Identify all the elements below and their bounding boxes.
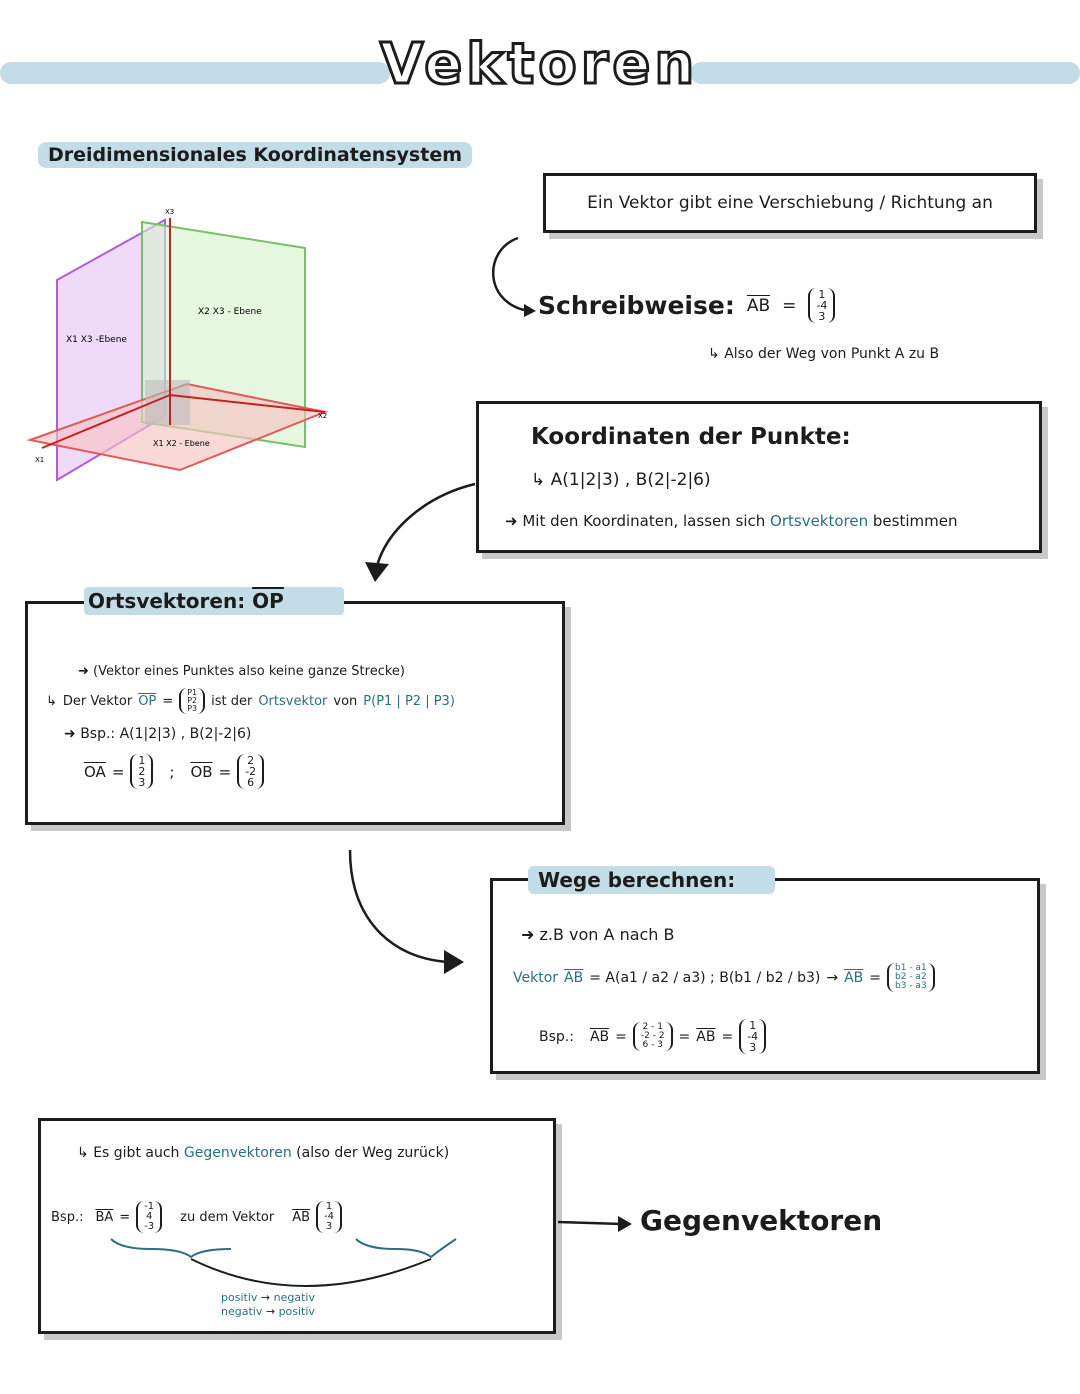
op-components: P1 P2 P3 (179, 688, 205, 714)
wege-example-result: 1 -4 3 (739, 1019, 766, 1054)
coordinate-diagram (20, 200, 340, 500)
plane-x2x3-label: X2 X3 - Ebene (198, 307, 262, 317)
koordinaten-points: ↳ A(1|2|3) , B(2|-2|6) (531, 470, 711, 490)
gegen-box (38, 1118, 556, 1334)
definition-box (543, 173, 1037, 233)
gegen-brace (101, 1233, 461, 1293)
ab-components: 1 -4 3 (316, 1201, 342, 1233)
gegen-line: ↳ Es gibt auch Gegenvektoren (also der Weg zurück) (77, 1145, 450, 1161)
gegenvektoren-link: Gegenvektoren (183, 1145, 292, 1161)
gegen-signs: positiv → negativ negativ → positiv (221, 1291, 315, 1318)
title-bar-right (690, 62, 1080, 84)
curve-arrow-2 (355, 478, 485, 588)
wege-example: Bsp.: $\overline{AB}$ = 2 - 1 -2 - 2 6 - 3 = $\overline{AB}$ = 1 -4 3 (539, 1019, 766, 1054)
oa-components: 1 2 3 (130, 754, 153, 789)
plane-x1x3-label: X1 X3 -Ebene (66, 335, 127, 345)
arrow-gegen (556, 1208, 636, 1238)
title-bar-left (0, 62, 390, 84)
ortsvektoren-box (25, 601, 565, 825)
ortsvektoren-heading: Ortsvektoren: $\overline{OP}$ (84, 587, 344, 615)
axis-x1-label: X1 (35, 456, 45, 464)
heading-3d: Dreidimensionales Koordinatensystem (38, 144, 472, 166)
wege-result-components: b1 - a1 b2 - a2 b3 - a3 (887, 963, 935, 992)
gegen-title: Gegenvektoren (640, 1204, 883, 1237)
wege-heading: Wege berechnen: (528, 866, 775, 894)
ob-components: 2 -2 6 (237, 754, 264, 789)
ortsvektoren-line2: ↳ Der Vektor $\overline{OP}$ = P1 P2 P3 ist der Ortsvektor von P(P1 | P2 | P3) (46, 688, 455, 713)
schreibweise-row: Schreibweise: $\overline{AB}$ = 1 -4 3 (538, 288, 835, 323)
schreibweise-components: 1 -4 3 (808, 288, 835, 323)
schreibweise-vec: $\overline{AB}$ (746, 295, 771, 316)
wege-line1: ➜ z.B von A nach B (521, 925, 675, 944)
schreibweise-label: Schreibweise: (538, 291, 735, 320)
axis-x2-label: X2 (318, 412, 328, 420)
schreibweise-note: ↳ Also der Weg von Punkt A zu B (708, 346, 940, 362)
plane-x1x2-label: X1 X2 - Ebene (153, 439, 210, 448)
gegen-example: Bsp.: $\overline{BA}$ = -1 4 -3 zu dem Vektor $\overline{AB}$ 1 -4 3 (51, 1201, 342, 1233)
ortsvektoren-oa-ob: $\overline{OA}$ = 1 2 3 ; $\overline{OB}$ = 2 -2 6 (84, 754, 264, 789)
wege-formula: Vektor $\overline{AB}$ = A(a1 / a2 / a3) ; B(b1 / b2 / b3) → $\overline{AB}$ = b1 - a1 b2 - a2 b3 - a3 (513, 963, 935, 992)
koordinaten-heading: Koordinaten der Punkte: (531, 424, 851, 450)
wege-example-components: 2 - 1 -2 - 2 6 - 3 (633, 1022, 673, 1051)
definition-text: Ein Vektor gibt eine Verschiebung / Richtung an (587, 193, 993, 213)
axis-x3-label: X3 (165, 208, 175, 216)
ortsvektoren-link: Ortsvektoren (770, 512, 869, 530)
ortsvektoren-heading-line1: ➜ (Vektor eines Punktes also keine ganze Strecke) (78, 664, 405, 679)
page-title: Vektoren (380, 32, 699, 97)
ortsvektoren-example: ➜ Bsp.: A(1|2|3) , B(2|-2|6) (64, 726, 252, 742)
koordinaten-note: ➜ Mit den Koordinaten, lassen sich Ortsvektoren bestimmen (505, 512, 958, 530)
ba-components: -1 4 -3 (136, 1201, 162, 1233)
koordinaten-box (476, 401, 1042, 553)
curve-arrow-3 (340, 848, 470, 978)
wege-box (490, 878, 1040, 1074)
